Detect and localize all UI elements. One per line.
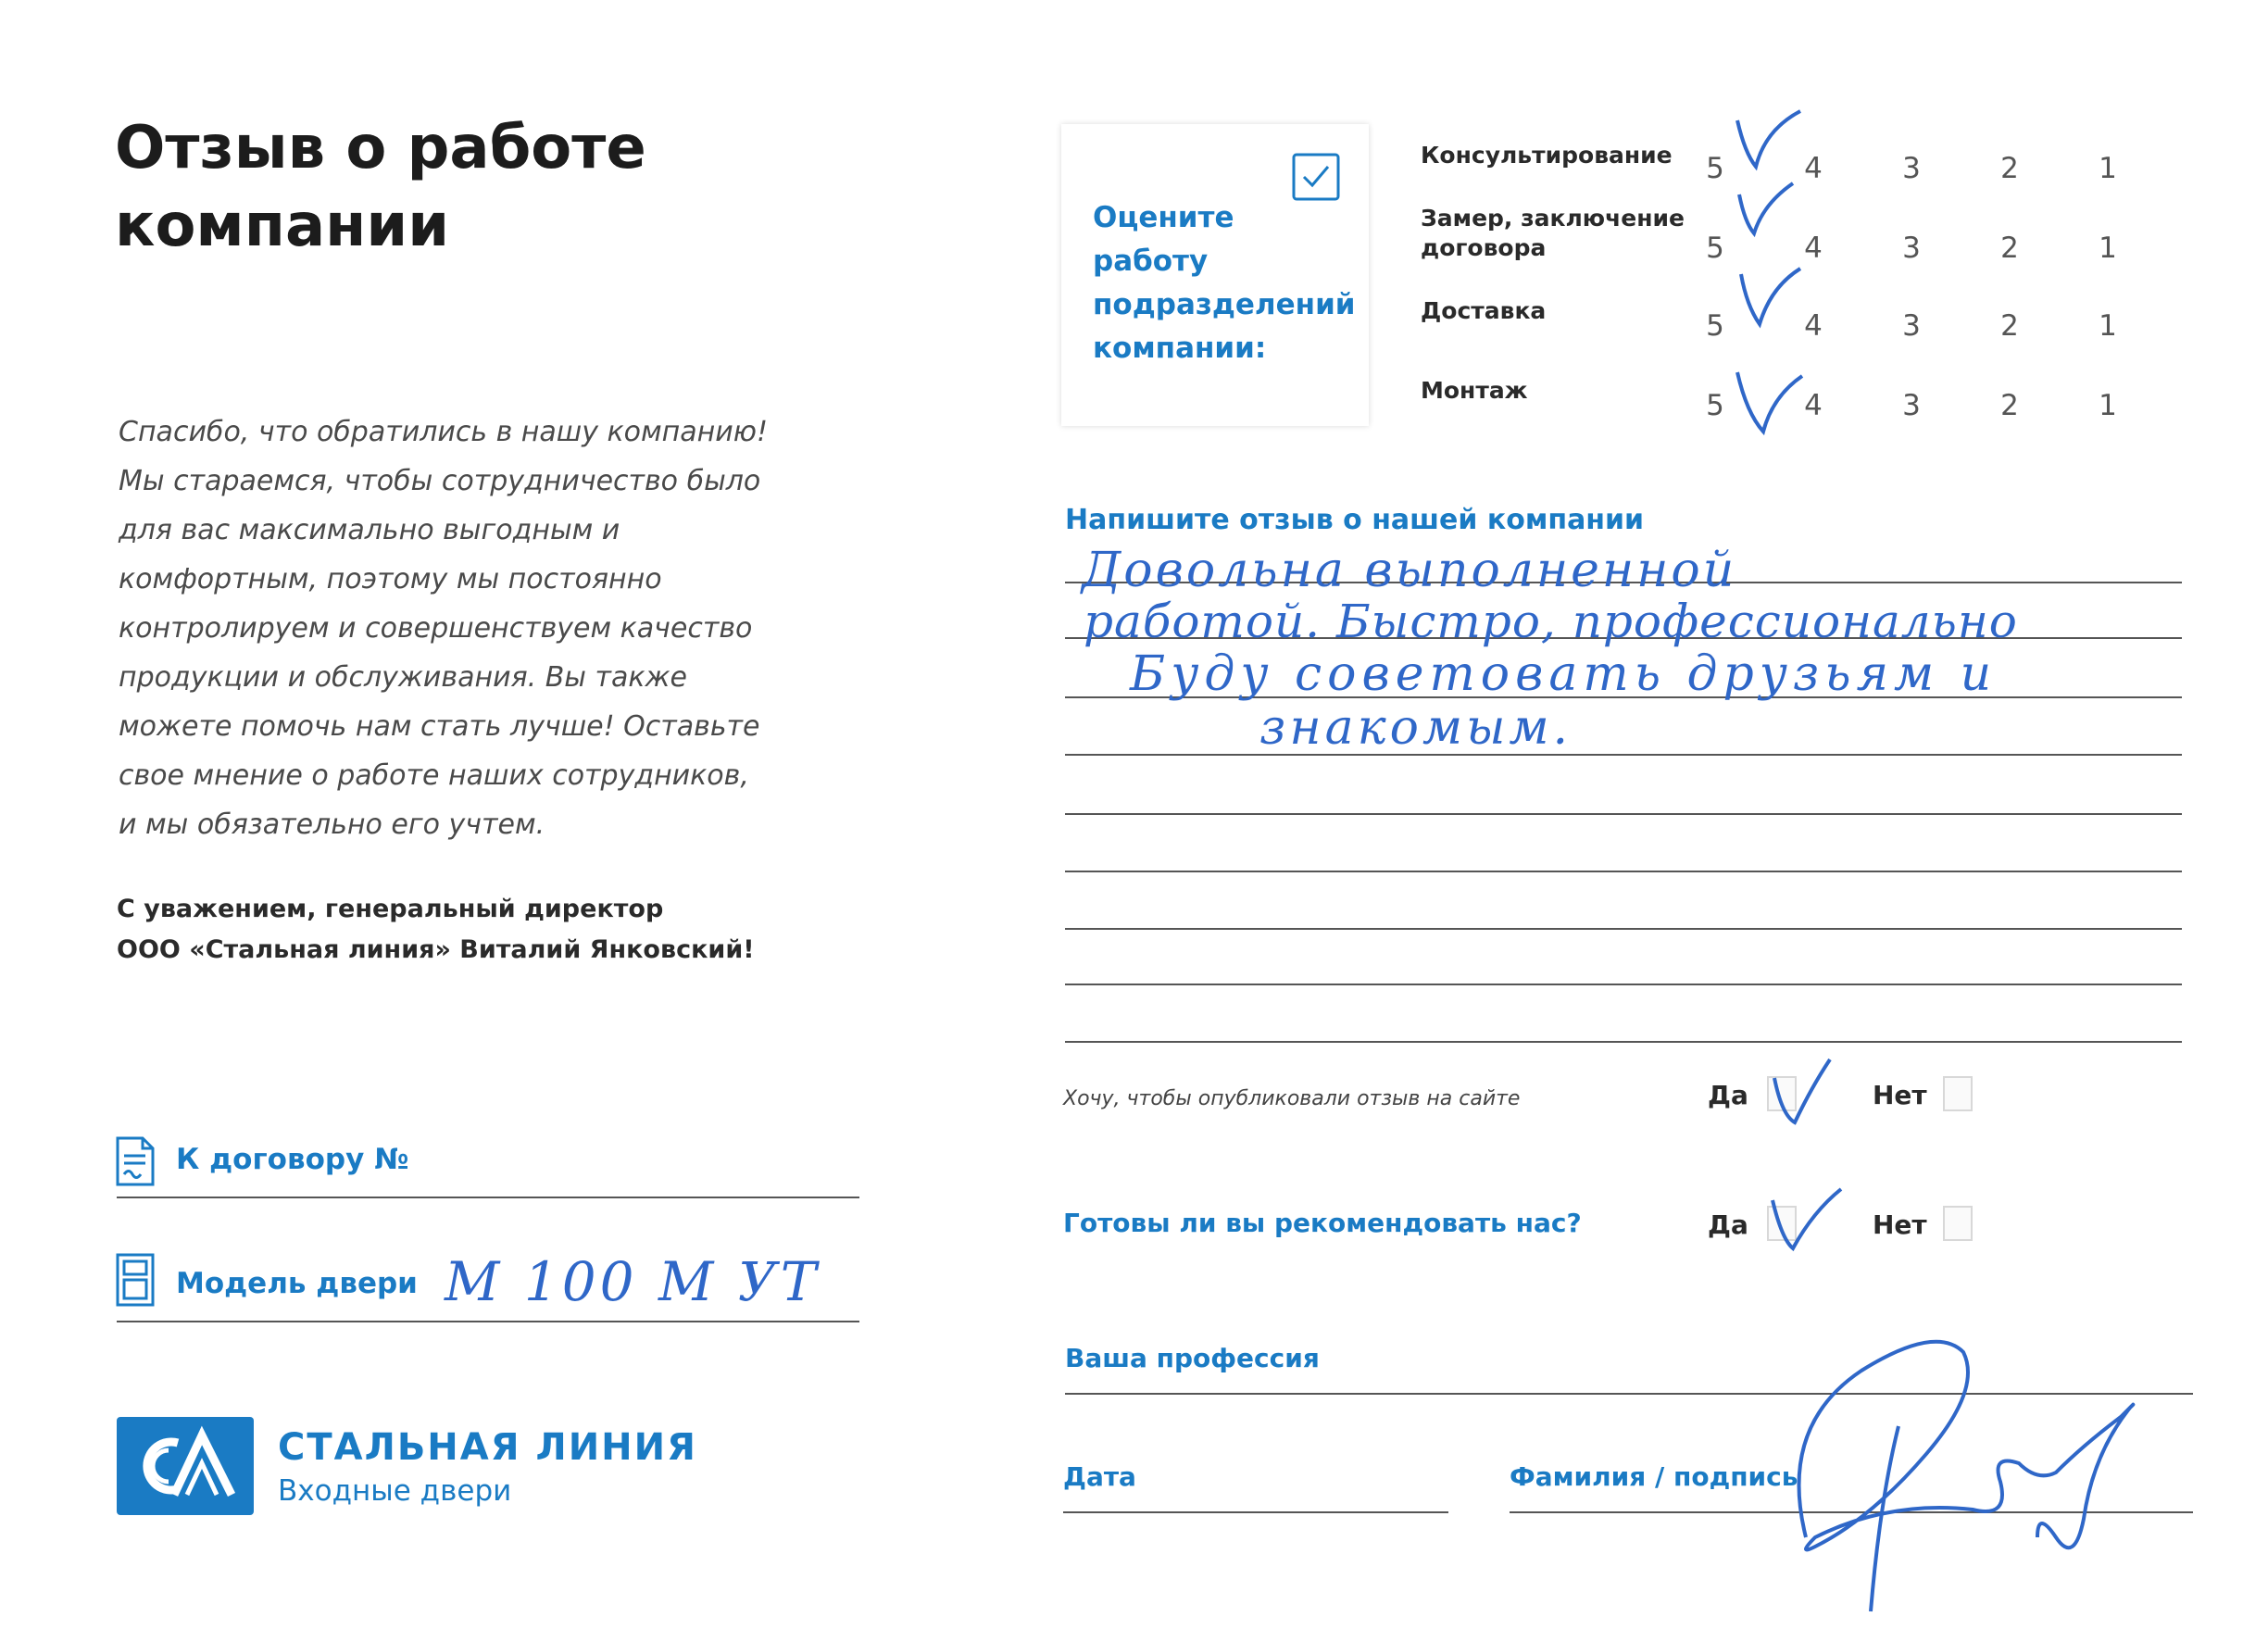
door-model-field[interactable]: М 100 М УТ [445, 1250, 821, 1313]
recommend-yes-check-mark [1765, 1182, 1858, 1256]
review-handwriting-line: знакомым. [1259, 700, 1573, 756]
intro-line: можете помочь нам стать лучше! Оставьте [119, 710, 760, 743]
signature-label: Фамилия / подпись [1510, 1461, 1798, 1492]
rating-check-mark [1737, 111, 1800, 167]
review-handwriting-line: Довольна выполненной [1082, 543, 1737, 598]
brand-name: СТАЛЬНАЯ ЛИНИЯ [278, 1426, 697, 1469]
score-2[interactable]: 2 [2000, 152, 2019, 185]
handwritten-signature[interactable] [1778, 1315, 2167, 1621]
contract-icon [115, 1135, 156, 1187]
score-1[interactable]: 1 [2099, 152, 2117, 185]
door-model-underline [117, 1321, 859, 1322]
category-label: Замер, заключение [1421, 205, 1685, 232]
intro-line: продукции и обслуживания. Вы также [119, 661, 687, 694]
score-3[interactable]: 3 [1902, 309, 1921, 343]
intro-text [119, 407, 822, 849]
score-5[interactable]: 5 [1706, 389, 1724, 422]
review-handwriting-line: работой. Быстро, профессионально [1084, 595, 2018, 648]
review-handwriting-line: Буду советовать друзьям и [1130, 646, 1998, 702]
profession-label: Ваша профессия [1065, 1343, 1320, 1373]
review-label: Напишите отзыв о нашей компании [1065, 504, 1645, 536]
score-2[interactable]: 2 [2000, 232, 2019, 265]
contract-underline [117, 1197, 859, 1198]
contract-field[interactable] [417, 1139, 852, 1191]
contract-label: К договору № [176, 1143, 409, 1176]
date-label: Дата [1063, 1461, 1136, 1492]
checkbox-icon [1291, 152, 1341, 202]
logo-mark-icon [117, 1417, 254, 1515]
intro-line: свое мнение о работе наших сотрудников, [119, 759, 749, 792]
intro-line: для вас максимально выгодным и [119, 514, 620, 546]
company-logo [117, 1417, 254, 1515]
score-2[interactable]: 2 [2000, 309, 2019, 343]
category-label: Доставка [1421, 297, 1547, 324]
date-field[interactable] [1148, 1452, 1445, 1502]
score-3[interactable]: 3 [1902, 152, 1921, 185]
page-title-line-2: компании [115, 192, 450, 260]
date-underline [1063, 1511, 1448, 1513]
score-5[interactable]: 5 [1706, 152, 1724, 185]
category-label: Консультирование [1421, 142, 1673, 169]
recommend-no-checkbox[interactable] [1943, 1206, 1973, 1241]
score-5[interactable]: 5 [1706, 232, 1724, 265]
rating-category-consulting [1421, 141, 1673, 170]
intro-line: Спасибо, что обратились в нашу компанию! [119, 416, 769, 448]
director-line-2: ООО «Стальная линия» Виталий Янковский! [117, 935, 755, 964]
handwritten-rating-marks [1732, 102, 1815, 445]
rating-category-delivery [1421, 296, 1546, 326]
rating-check-mark [1737, 372, 1802, 432]
recommend-question: Готовы ли вы рекомендовать нас? [1063, 1208, 1582, 1238]
score-1[interactable]: 1 [2099, 389, 2117, 422]
score-3[interactable]: 3 [1902, 232, 1921, 265]
rating-caption-line: Оцените [1093, 201, 1234, 234]
intro-line: и мы обязательно его учтем. [119, 808, 545, 841]
rating-category-measurement [1421, 204, 1685, 263]
publish-no-checkbox[interactable] [1943, 1076, 1973, 1111]
rating-caption-line: подразделений [1093, 288, 1356, 321]
score-4[interactable]: 4 [1804, 309, 1823, 343]
score-1[interactable]: 1 [2099, 232, 2117, 265]
page-title-line-1: Отзыв о работе [115, 114, 646, 182]
door-model-label: Модель двери [176, 1267, 418, 1300]
category-label: договора [1421, 234, 1547, 261]
category-label: Монтаж [1421, 377, 1528, 404]
rating-check-mark [1739, 183, 1793, 233]
intro-line: комфортным, поэтому мы постоянно [119, 563, 662, 595]
rating-caption [1093, 196, 1356, 370]
publish-question: Хочу, чтобы опубликовали отзыв на сайте [1063, 1087, 1521, 1110]
rating-category-installation [1421, 376, 1528, 406]
director-line-1: С уважением, генеральный директор [117, 895, 664, 923]
intro-line: Мы стараемся, чтобы сотрудничество было [119, 465, 761, 497]
recommend-yes-label: Да [1708, 1209, 1748, 1240]
recommend-no-label: Нет [1873, 1209, 1927, 1240]
score-4[interactable]: 4 [1804, 152, 1823, 185]
intro-line: контролируем и совершенствуем качество [119, 612, 753, 645]
score-5[interactable]: 5 [1706, 309, 1724, 343]
score-4[interactable]: 4 [1804, 232, 1823, 265]
director-signature-text [117, 889, 755, 971]
review-textarea[interactable] [1065, 528, 2182, 1046]
publish-yes-check-mark [1769, 1050, 1852, 1134]
score-3[interactable]: 3 [1902, 389, 1921, 422]
brand-tagline: Входные двери [278, 1474, 512, 1508]
score-2[interactable]: 2 [2000, 389, 2019, 422]
publish-no-label: Нет [1873, 1080, 1927, 1110]
score-4[interactable]: 4 [1804, 389, 1823, 422]
door-icon [115, 1252, 156, 1308]
rating-caption-line: компании: [1093, 332, 1267, 365]
rating-check-mark [1741, 269, 1800, 324]
score-1[interactable]: 1 [2099, 309, 2117, 343]
rating-caption-line: работу [1093, 244, 1209, 278]
page-title [115, 109, 646, 265]
publish-yes-label: Да [1708, 1080, 1748, 1110]
